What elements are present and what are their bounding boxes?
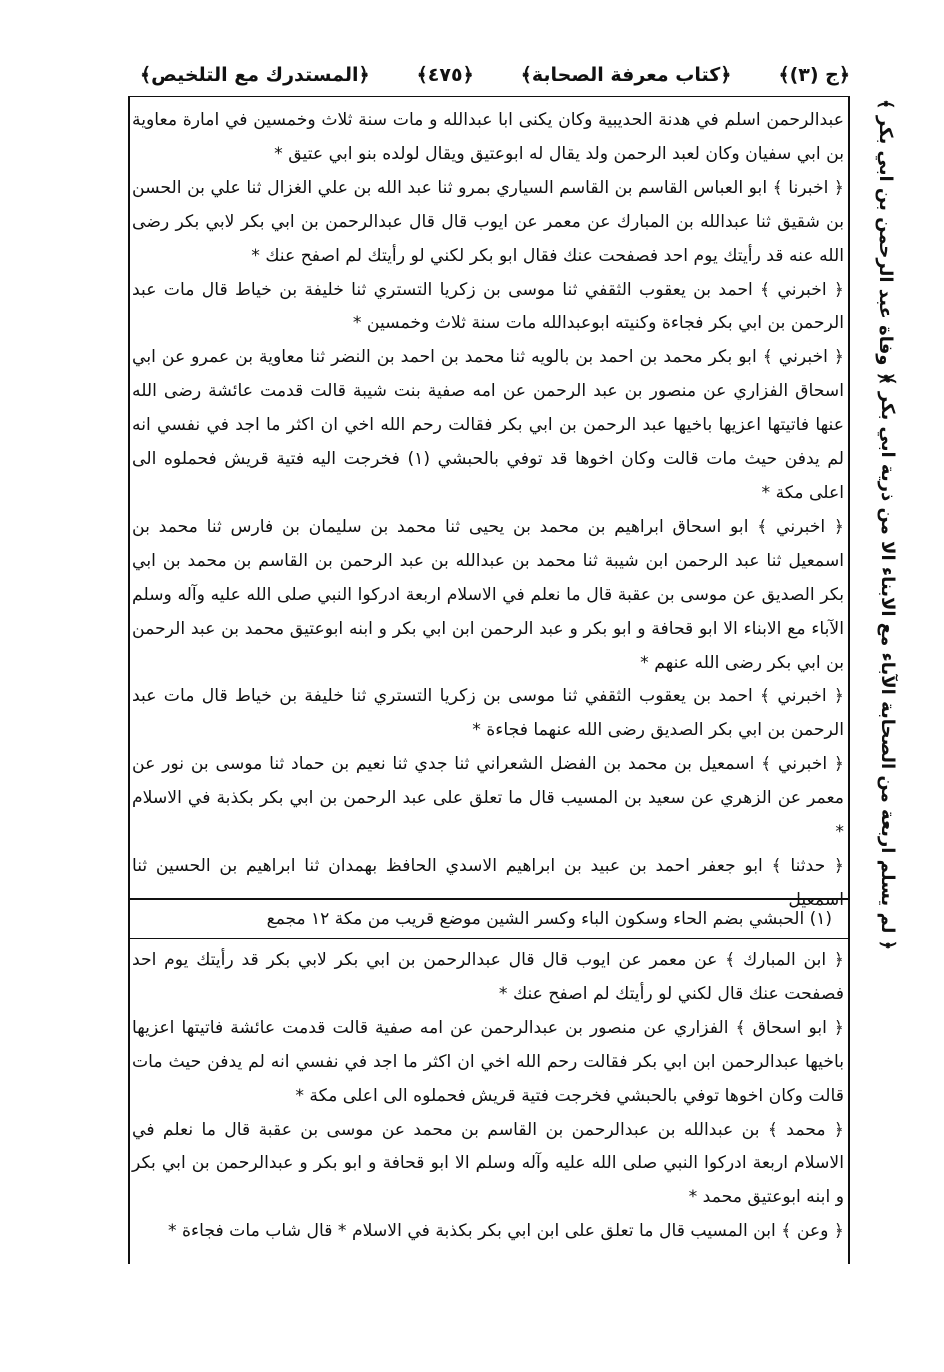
commentary-paragraph: ﴿ محمد ﴾ بن عبدالله بن عبدالرحمن بن القاسم بن محمد عن موسى بن عقبة قال ما نعلم في الاسلام اربعة ادركوا النبي صلى الله عليه وآله وسلم الا ابو قحافة و ابو بكر و عبدالرحمن بن ابي بكر و ابنه ابوعتيق محمد * [132, 1119, 844, 1208]
commentary-paragraph: ﴿ وعن ﴾ ابن المسيب قال ما تعلق على ابن ابي بكر بكذبة في الاسلام * قال شاب مات فجاءة * [168, 1221, 844, 1242]
header-book-title: ﴿المستدرك مع التلخيص﴾ [140, 64, 370, 86]
main-paragraph: ﴿ اخبرني ﴾ ابو اسحاق ابراهيم بن محمد بن يحيى ثنا محمد بن سليمان بن فارس ثنا محمد بن اسمعيل ثنا عبد الرحمن ابن شيبة ثنا محمد بن عبدالله بن عبد الرحمن بن القاسم بن محمد بن ابي بكر الصديق عن موسى بن عقبة قال ما نعلم في الاسلام اربعة ادركوا النبي صلى الله عليه وآله وسلم الآباء مع الابناء الا ابو قحافة و ابو بكر و عبد الرحمن ابن ابي بكر و ابنه ابوعتيق محمد بن عبد الرحمن بن ابي بكر رضى الله عنهم * [132, 516, 844, 673]
footnote: (١) الحبشي بضم الحاء وسكون الباء وكسر الشين موضع قريب من مكة ١٢ مجمع [266, 909, 832, 929]
main-paragraph: ﴿ اخبرني ﴾ احمد بن يعقوب الثقفي ثنا موسى بن زكريا التستري ثنا خليفة بن خياط قال مات عبد الرحمن بن ابي بكر الصديق رضى الله عنهما فجاءة * [132, 686, 844, 741]
margin-note-lower: ﴿ لم يسلم اربعة من الصحابة الآباء مع الابناء الا من ذرية ابي بكر ﴾ [877, 374, 898, 950]
commentary-divider [128, 938, 850, 939]
margin-note-upper: ﴿ وفاة عبد الرحمن بن ابي بكر ﴾ [875, 98, 896, 382]
main-text [132, 104, 844, 910]
main-paragraph: عبدالرحمن اسلم في هدنة الحديبية وكان يكنى ابا عبدالله و مات سنة ثلاث وخمسين في امارة معاوية بن ابي سفيان وكان لعبد الرحمن ولد يقال له ابوعتيق ويقال لولده بنو ابي عتيق * [132, 110, 844, 164]
commentary-paragraph: ﴿ ابن المبارك ﴾ عن معمر عن ايوب قال قال عبدالرحمن بن ابي بكر لابي بكر قد رأيتك يوم احد فصفحت عنك قال لكني لو رأيتك لم اصفح عنك * [132, 950, 844, 1004]
page-header [140, 52, 850, 98]
main-paragraph: ﴿ اخبرنا ﴾ ابو العباس القاسم بن القاسم السياري بمرو ثنا عبد الله بن علي الغزال ثنا علي بن الحسن بن شقيق ثنا عبدالله بن المبارك عن معمر عن ايوب قال قال عبدالرحمن بن ابي بكر لابي بكر رضى الله عنه قد رأيتك يوم احد فصفحت عنك فقال ابو بكر لكني لو رأيتك لم اصفح عنك * [132, 177, 844, 266]
commentary-talkhis [132, 944, 844, 1260]
footnote-divider [128, 898, 850, 900]
main-paragraph: ﴿ اخبرني ﴾ اسمعيل بن محمد بن الفضل الشعراني ثنا جدي ثنا نعيم بن حماد ثنا موسى بن نور عن معمر عن الزهري عن سعيد بن المسيب قال ما تعلق على عبد الرحمن بن ابي بكر بكذبة في الاسلام * [132, 754, 844, 843]
main-paragraph: ﴿ اخبرني ﴾ ابو بكر محمد بن احمد بن بالويه ثنا محمد بن احمد بن النضر ثنا معاوية بن عمرو عن ابي اسحاق الفزاري عن منصور بن عبد الرحمن عن امه صفية بنت شيبة قالت قدمت عائشة رضى الله عنها فاتيتها اعزيها باخيها عبد الرحمن بن ابي بكر فقالت رحم الله اخي ان اكثر ما اجد في نفسي انه لم يدفن حيث مات قالت وكان اخوها قد توفي بالحبشي (١) فخرجت اليه فتية قريش فحملوه الى اعلى مكة * [132, 347, 844, 503]
commentary-paragraph: ﴿ ابو اسحاق ﴾ الفزاري عن منصور بن عبدالرحمن عن امه صفية قالت قدمت عائشة فاتيتها اعزيها باخيها عبدالرحمن ابن ابي بكر فقالت رحم الله اخي ان اكثر ما اجد في نفسي انه لم يدفن حيث مات قالت وكان اخوها توفي بالحبشي فخرجت فتية قريش فحملوه الى اعلى مكة * [132, 1017, 844, 1106]
main-paragraph: ﴿ حدثنا ﴾ ابو جعفر احمد بن عبيد بن ابراهيم الاسدي الحافظ بهمدان ثنا ابراهيم بن الحسين ثنا اسمعيل [132, 855, 844, 910]
main-paragraph: ﴿ اخبرني ﴾ احمد بن يعقوب الثقفي ثنا موسى بن زكريا التستري ثنا خليفة بن خياط قال مات عبد الرحمن بن ابي بكر فجاءة وكنيته ابوعبدالله مات سنة ثلاث وخمسين * [132, 279, 844, 334]
header-chapter-title: ﴿كتاب معرفة الصحابة﴾ [520, 64, 732, 86]
header-page-number: ﴿٤٧٥﴾ [416, 64, 474, 86]
header-volume: ﴿ج (٣)﴾ [778, 64, 850, 86]
